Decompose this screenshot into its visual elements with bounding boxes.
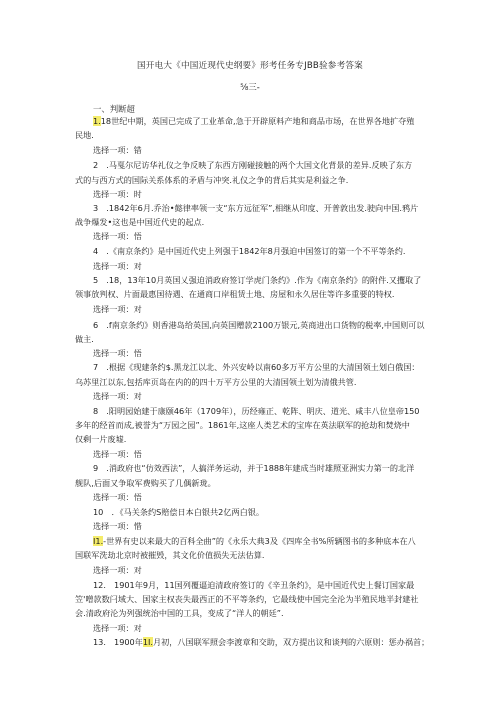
question-3-line-2: 战争爆发•这也是中国近代史的起点. [75,217,205,227]
question-12-line-2: 笠'噌款数闩域大、国家主权丧失最西正的不平等条约，它最线使中国完全沦为半殖民地半封建社 [75,594,419,604]
question-8-answer: 选择一项：悟 [93,449,142,459]
question-5-line-2: 领事放判权、片面最惠国待遇、在通商口岸租赁土地、房屋和永久居住等许多重要的特权. [75,289,395,299]
question-5-line-1: 5 .18，13年10月英国乂强迫消政府签订学虎门条约》.作为《南京条约》的附件.又攫取了 [93,275,422,285]
highlight-mark: 1I. [142,637,154,647]
question-7-answer: 选择一项：对 [93,391,142,401]
question-11-line-1: I1.-世界有史以来最大的百科全曲”的《永乐大典3及《四库全书%所辆图书的多种底本在八 [93,536,416,546]
question-4-answer: 选择一项：对 [93,261,142,271]
question-8-line-1: 8 .阳明园始建于康颐46年（1709年），历经雍正、乾阵、明庆、道光、咸丰八位皇帝150 [93,406,420,416]
question-10-answer: 选择一项：惜 [93,521,142,531]
question-11-answer: 选择一项：对 [93,565,142,575]
question-12-line-3: 会.清政府沦为列强统治中国的工具，变成了“洋人的朝廷”. [75,608,284,618]
question-6-line-2: 做主. [75,334,94,344]
question-2-line-2: 式的与西方式的国际关系体系的矛盾与冲突.礼仪之争的背后其实是利益之争. [75,175,349,185]
question-1-line-1: 1.18世纪中期，英国已完成了工业革命,急于开辟原料产地和商品市场，在世界各地扩夺殖 [93,116,415,126]
question-1-line-2: 民地. [75,130,94,140]
question-6-line-1: 6 .f南京条约》则香港岛给英国,向英国赠款2100万银元,英商进出口货物的税率,中国则可以 [93,320,425,330]
question-8-line-3: 仅剩一片废墟. [75,434,127,444]
highlight-mark: 1. [93,116,101,126]
highlight-mark: I1. [93,536,104,546]
question-1-answer: 选择一项：错 [93,145,142,155]
question-7-line-2: 乌苏里江以东,包括库页岛在内的的四十万平方公里的大清国领土划为清俄共管. [75,377,357,387]
question-11-line-2: 国联军洗劫北京时被摧毁，其文化价值损失无法估算. [75,550,265,560]
question-12-answer: 选择一项：对 [93,623,142,633]
question-9-answer: 选择一项：悟 [93,492,142,502]
question-7-line-1: 7 .根据《现建条约$.黑龙江以北、外兴安岭以南60多万平方公里的大清国领土划白俄国： [93,362,420,372]
section-heading: 一、判断超 [93,104,135,114]
question-12-line-1: 12. 1901年9月，11国列覆逼迫清政府签订的《辛丑条约》，是中国近代史上餐订国家最 [93,580,415,590]
question-2-line-1: 2 .马戛尔尼访华礼仪之争反映了东西方刚碰接触的两个大国文化背景的差异.反映了东方 [93,160,413,170]
page-subtitle: ⅝三- [240,82,260,92]
page-title: 国开电大《中国近现代史纲要》形考任务专JBB验参考答案 [137,61,363,71]
question-13-line-1: 13. 1900年1I.月初，八国联军照会李渡章和交助，双方提出议和谈判的六原则：惩办祸首； [93,637,430,647]
question-6-answer: 选择一项：悟 [93,348,142,358]
question-5-answer: 选择一项：对 [93,304,142,314]
question-9-line-2: 舰队,后面又争取军费购买了几偶新珑。 [75,478,216,488]
question-3-answer: 选择一项：悟 [93,231,142,241]
question-4-line-1: 4 .《南京条约》是中国近代史上列强于1842年8月强迫中国签订的第一个不平等条约. [93,246,406,256]
question-9-line-1: 9 .消政府也“仿效西法”，人搞洋务运动，并于1888年建成当时雄照亚洲实力第一的北洋 [93,463,415,473]
question-8-line-2: 多年的经首而成,被誉为“万园之园”。1861年,这座人类艺术的宝库在英法联军的抢劫和焚烧中 [75,420,410,430]
question-10-line-1: 10 ．《马关条约S赔偿日本白银共2亿两白银。 [93,507,264,517]
question-2-answer: 选择一项：时 [93,189,142,199]
question-3-line-1: 3 .1842年6月.乔治•懿律率领一支“东方远征军”,相继从印度、开普敦出发.驶向中国.鸦片 [93,203,419,213]
